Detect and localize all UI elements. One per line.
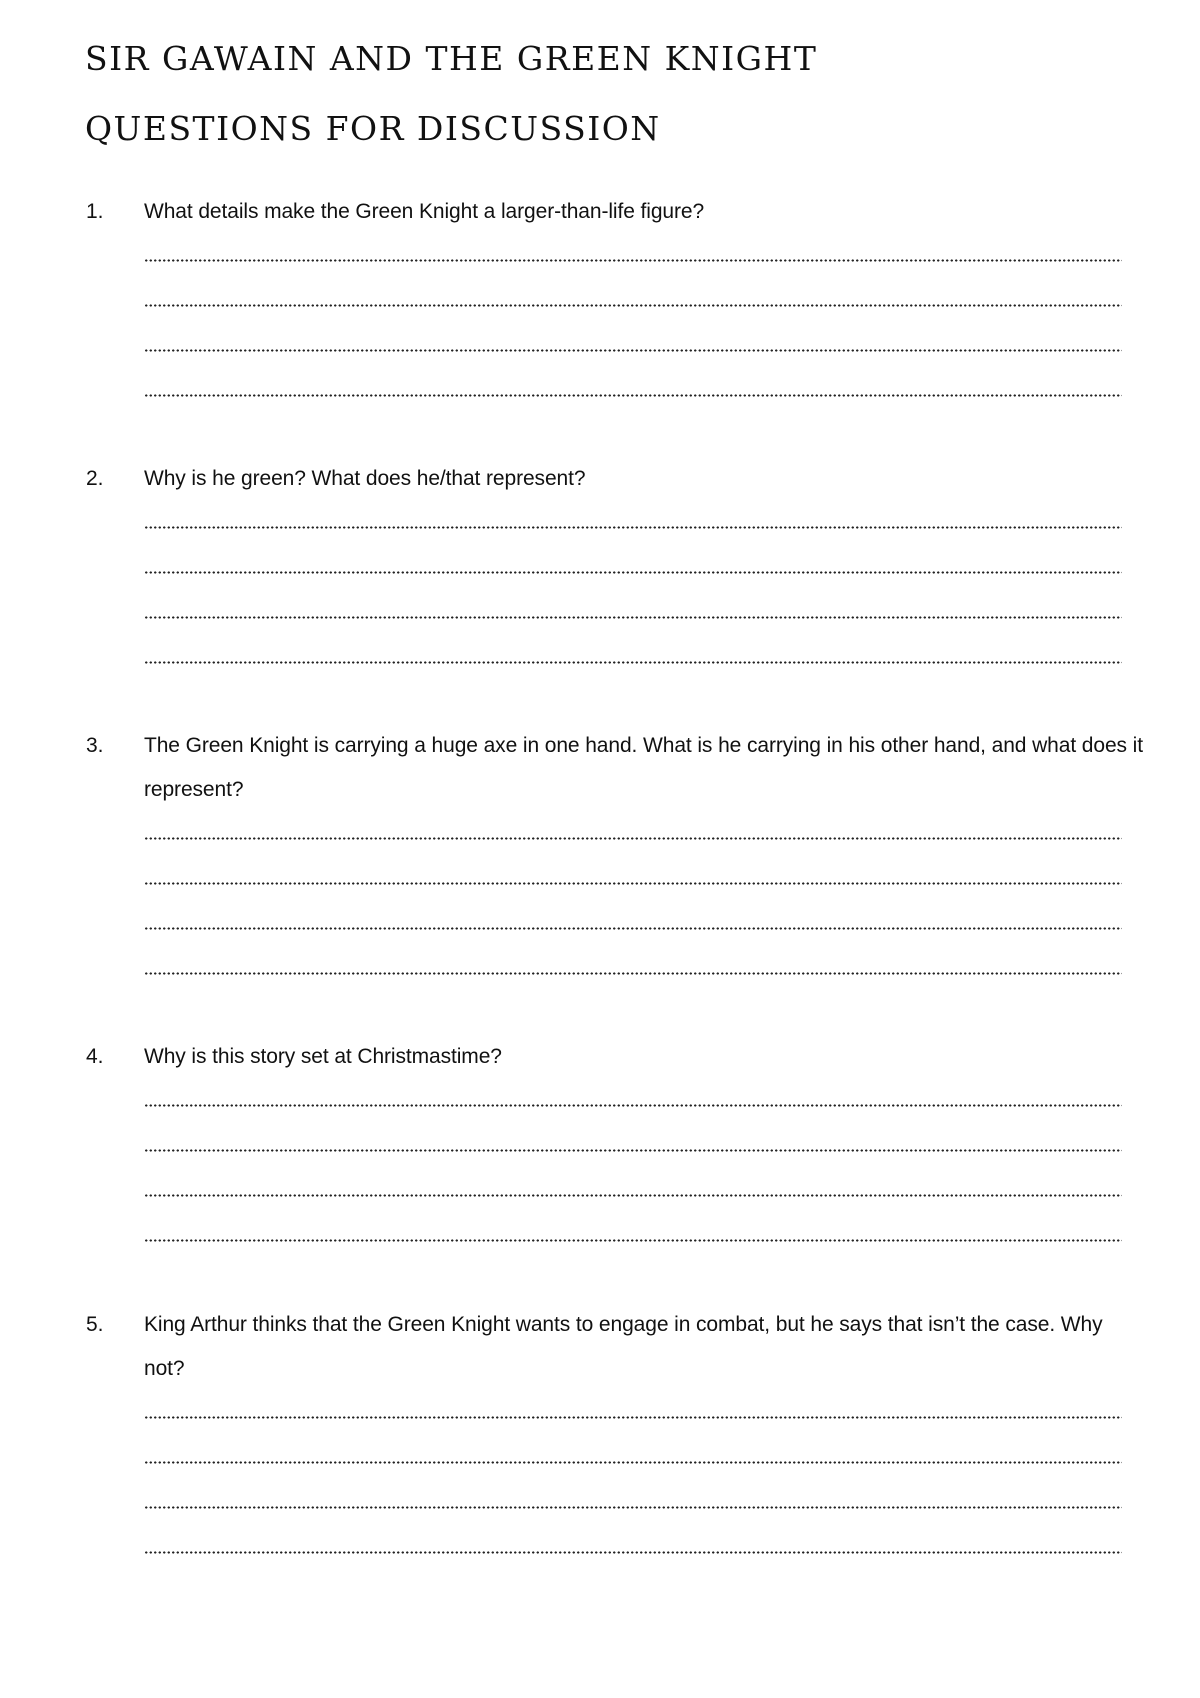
- answer-line[interactable]: [144, 837, 1122, 840]
- answer-line[interactable]: [144, 927, 1122, 930]
- question-text: The Green Knight is carrying a huge axe in one hand. What is he carrying in his other hand, and what does it represent?: [144, 734, 1143, 801]
- answer-line[interactable]: [144, 1551, 1122, 1554]
- question-number: 2.: [86, 467, 104, 490]
- answer-line[interactable]: [144, 661, 1122, 664]
- question-text: What details make the Green Knight a larger-than-life figure?: [144, 200, 705, 223]
- answer-line[interactable]: [144, 1239, 1122, 1242]
- page-title: SIR GAWAIN AND THE GREEN KNIGHT: [85, 39, 818, 78]
- answer-line[interactable]: [144, 1149, 1122, 1152]
- answer-line[interactable]: [144, 972, 1122, 975]
- answer-line[interactable]: [144, 1194, 1122, 1197]
- answer-line[interactable]: [144, 1416, 1122, 1419]
- answer-line[interactable]: [144, 1104, 1122, 1107]
- answer-line[interactable]: [144, 304, 1122, 307]
- question-number: 4.: [86, 1045, 104, 1068]
- answer-line[interactable]: [144, 1506, 1122, 1509]
- answer-line[interactable]: [144, 526, 1122, 529]
- answer-line[interactable]: [144, 349, 1122, 352]
- page-subtitle: QUESTIONS FOR DISCUSSION: [85, 109, 661, 148]
- answer-line[interactable]: [144, 571, 1122, 574]
- answer-line[interactable]: [144, 616, 1122, 619]
- answer-line[interactable]: [144, 882, 1122, 885]
- question-number: 3.: [86, 734, 104, 757]
- question-number: 5.: [86, 1313, 104, 1336]
- answer-line[interactable]: [144, 1461, 1122, 1464]
- question-number: 1.: [86, 200, 104, 223]
- answer-line[interactable]: [144, 394, 1122, 397]
- question-text: Why is he green? What does he/that represent?: [144, 467, 586, 490]
- question-text: Why is this story set at Christmastime?: [144, 1045, 502, 1068]
- question-text: King Arthur thinks that the Green Knight wants to engage in combat, but he says that isn’t the case. Why not?: [144, 1313, 1103, 1380]
- answer-line[interactable]: [144, 259, 1122, 262]
